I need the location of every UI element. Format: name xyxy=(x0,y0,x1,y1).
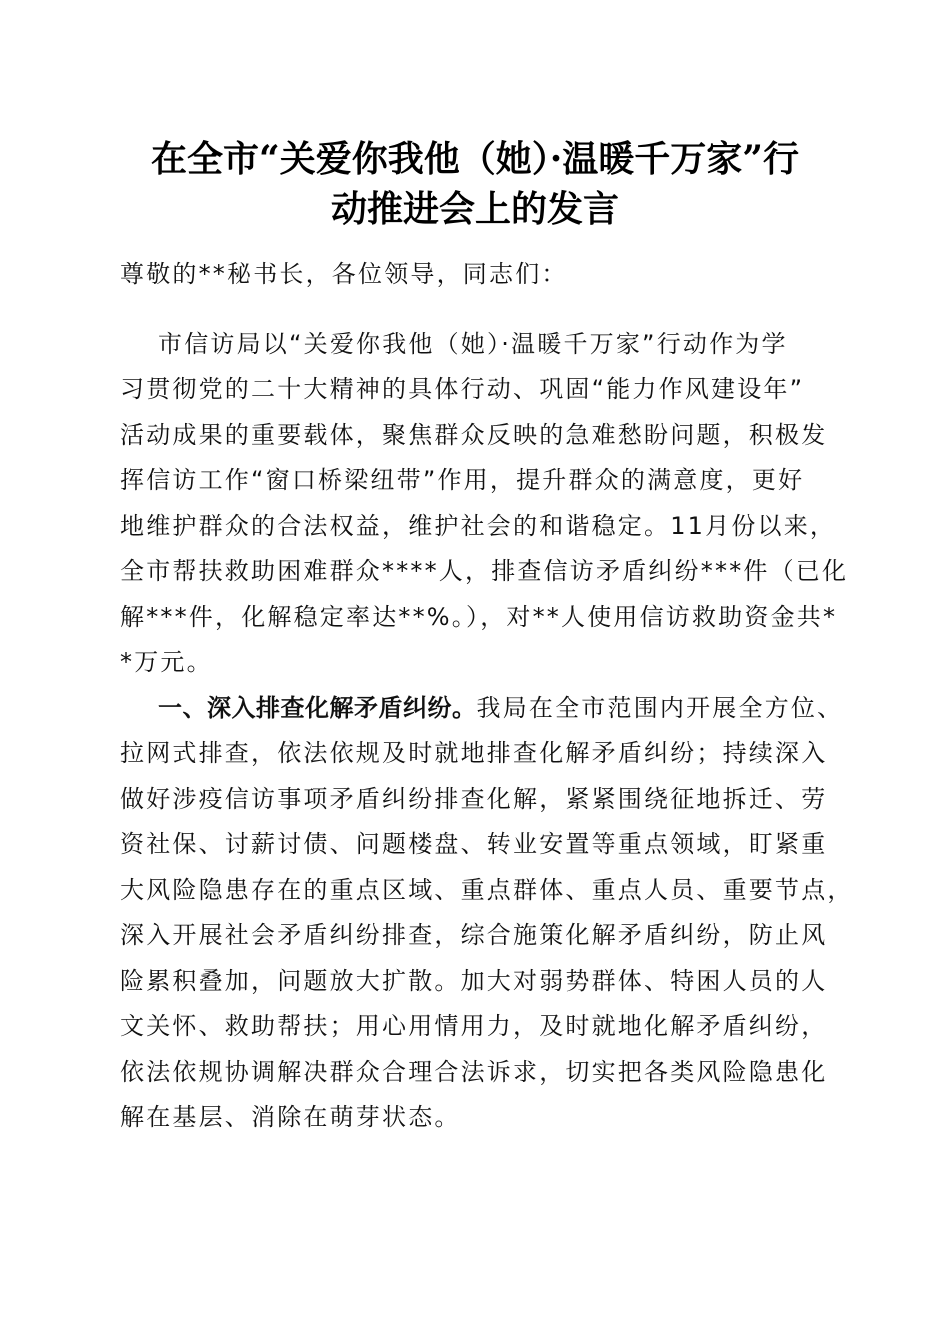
section-1-line: 做好涉疫信访事项矛盾纠纷排查化解，紧紧围绕征地拆迁、劳 xyxy=(120,784,828,813)
section-1-first-line xyxy=(120,686,844,732)
intro-line: 全市帮扶救助困难群众****人，排查信访矛盾纠纷***件（已化 xyxy=(120,557,849,585)
intro-line: *万元。 xyxy=(120,648,213,676)
section-1-first-line-text: 我局在全市范围内开展全方位、 xyxy=(476,693,844,722)
intro-line: 市信访局以“关爱你我他（她）·温暖千万家”行动作为学 xyxy=(158,329,788,358)
title-line-2: 动推进会上的发言 xyxy=(330,188,619,230)
section-1-paragraph xyxy=(120,686,854,1141)
section-1-line: 文关怀、救助帮扶；用心用情用力，及时就地化解矛盾纠纷， xyxy=(120,1012,828,1040)
document-title xyxy=(110,134,840,234)
section-1-line: 解在基层、消除在萌芽状态。 xyxy=(120,1103,461,1131)
section-1-heading: 一、深入排查化解矛盾纠纷。 xyxy=(158,693,477,722)
section-1-line: 拉网式排查，依法依规及时就地排查化解矛盾纠纷；持续深入 xyxy=(120,739,828,767)
title-line-1: 在全市“关爱你我他（她）·温暖千万家”行 xyxy=(151,138,799,180)
paragraph-spacer xyxy=(120,298,835,322)
intro-line: 地维护群众的合法权益，维护社会的和谐稳定。11月份以来， xyxy=(120,511,837,540)
section-1-line: 险累积叠加，问题放大扩散。加大对弱势群体、特困人员的人 xyxy=(120,966,828,995)
intro-line: 习贯彻党的二十大精神的具体行动、巩固“能力作风建设年” xyxy=(120,375,805,403)
section-1-line: 深入开展社会矛盾纠纷排查，综合施策化解矛盾纠纷，防止风 xyxy=(120,921,828,949)
section-1-line: 依法依规协调解决群众合理合法诉求，切实把各类风险隐患化 xyxy=(120,1057,828,1086)
intro-paragraph xyxy=(120,322,849,686)
salutation: 尊敬的**秘书长，各位领导，同志们： xyxy=(120,260,568,288)
intro-line: 解***件，化解稳定率达**%。），对**人使用信访救助资金共* xyxy=(120,602,838,631)
section-1-line: 资社保、讨薪讨债、问题楼盘、转业安置等重点领域，盯紧重 xyxy=(120,830,828,858)
intro-line: 挥信访工作“窗口桥梁纽带”作用，提升群众的满意度，更好 xyxy=(120,466,805,494)
intro-line: 活动成果的重要载体，聚焦群众反映的急难愁盼问题，积极发 xyxy=(120,420,828,449)
document-body xyxy=(120,252,854,1141)
section-1-line: 大风险隐患存在的重点区域、重点群体、重点人员、重要节点， xyxy=(120,875,854,904)
